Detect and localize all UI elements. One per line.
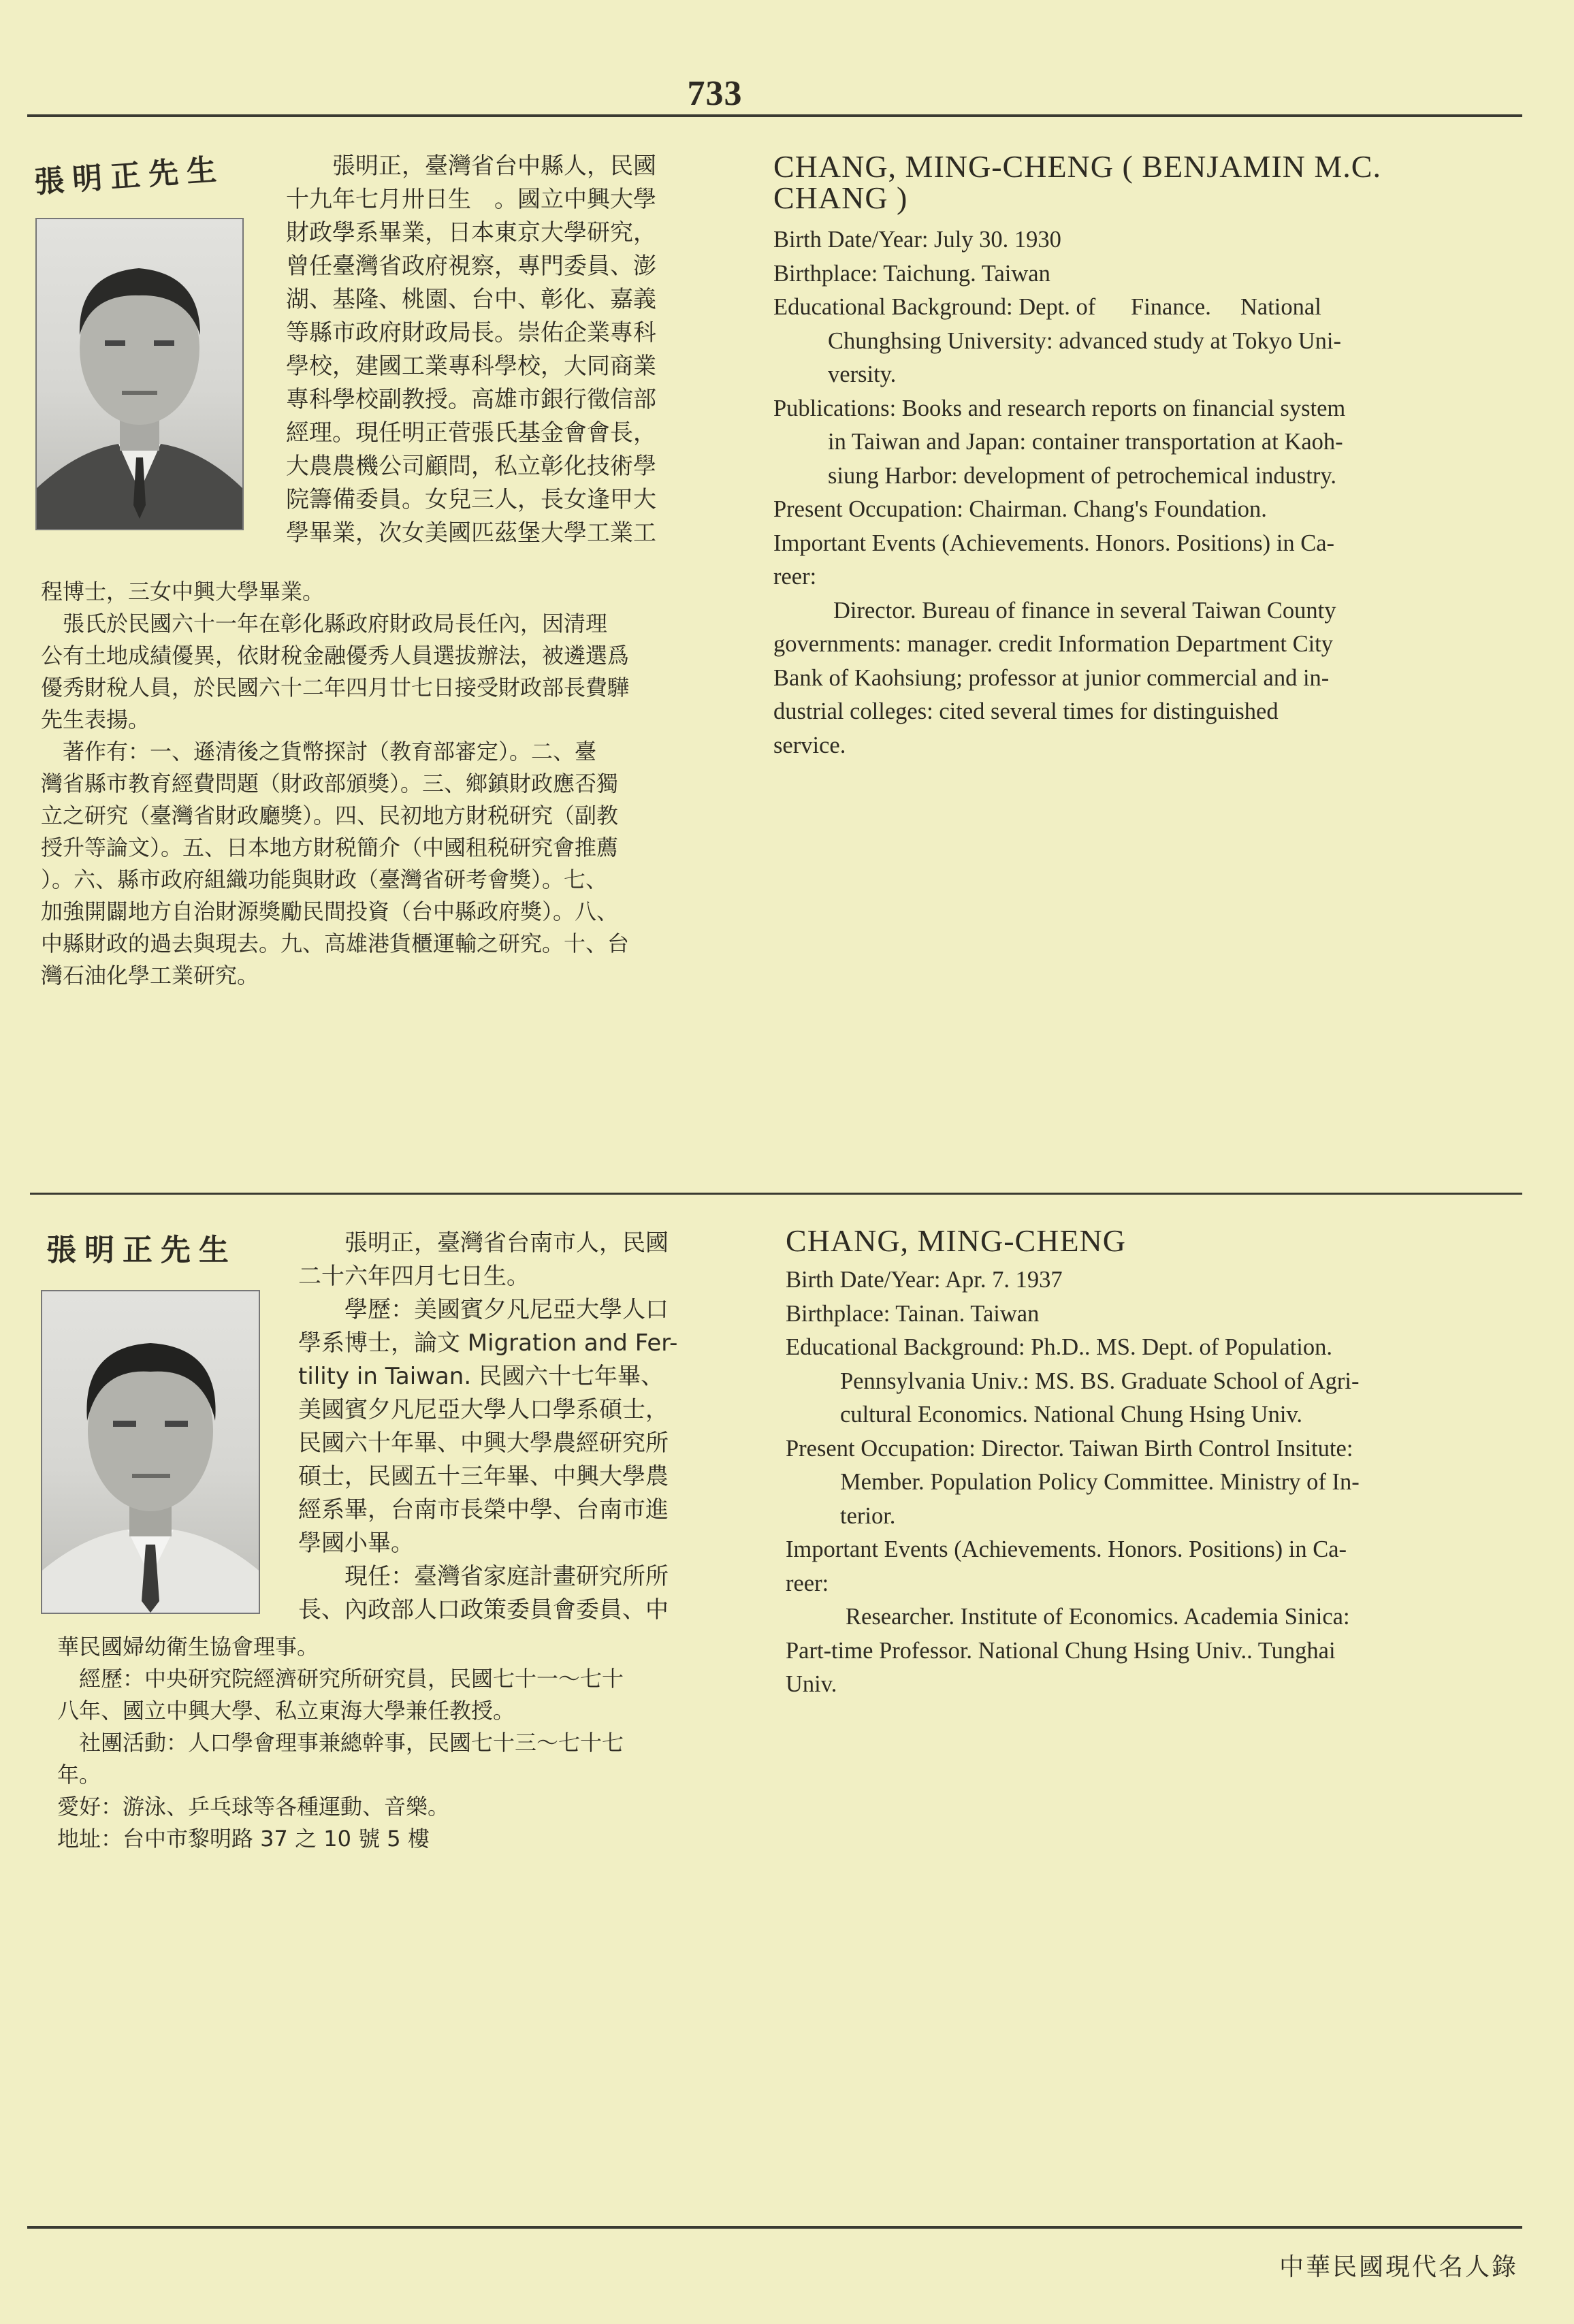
zh-line: 十九年七月卅日生 。國立中興大學 (286, 186, 656, 213)
en-line: Director. Bureau of finance in several Taiwan County (833, 597, 1336, 624)
en-line: Researcher. Institute of Economics. Academia Sinica: (846, 1604, 1350, 1630)
en-line: Important Events (Achievements. Honors. Positions) in Ca- (773, 530, 1335, 556)
zh-line: 等縣市政府財政局長。崇佑企業專科 (286, 319, 656, 346)
zh-line: 碩士，民國五十三年畢、中興大學農 (298, 1463, 669, 1490)
en-line: Present Occupation: Director. Taiwan Birth Control Insitute: (786, 1435, 1353, 1462)
zh-line: 財政學系畢業，日本東京大學研究， (286, 219, 656, 246)
zh-line: 灣石油化學工業研究。 (41, 963, 259, 988)
zh-line: 著作有：一、遜清後之貨幣探討（教育部審定）。二、臺 (41, 739, 597, 764)
entry-1-name-en-1: CHANG, MING-CHENG ( BENJAMIN M.C. (773, 149, 1381, 184)
zh-line: 年。 (57, 1762, 101, 1788)
zh-line: 愛好：游泳、乒乓球等各種運動、音樂。 (57, 1794, 450, 1820)
zh-line: 先生表揚。 (41, 707, 150, 732)
entry-2-zh-wrap (298, 1227, 677, 1627)
zh-line: 地址：台中市黎明路 37 之 10 號 5 樓 (57, 1826, 430, 1852)
entry-1-name-en-2: CHANG ) (773, 180, 908, 215)
en-line: cultural Economics. National Chung Hsing Univ. (840, 1402, 1303, 1427)
en-line: Member. Population Policy Committee. Ministry of In- (840, 1469, 1360, 1495)
en-line: versity. (828, 361, 897, 387)
zh-line: 張氏於民國六十一年在彰化縣政府財政局長任內，因清理 (41, 611, 608, 636)
zh-line: 學國小畢。 (298, 1530, 414, 1557)
zh-line: 學歷：美國賓夕凡尼亞大學人口 (298, 1296, 669, 1323)
entry-2-name-en-1: CHANG, MING-CHENG (786, 1223, 1126, 1258)
zh-line: 院籌備委員。女兒三人，長女逢甲大 (286, 486, 656, 513)
entry-1-portrait (35, 218, 244, 530)
zh-line: 張明正，臺灣省台中縣人，民國 (286, 152, 656, 180)
en-line: Birth Date/Year: Apr. 7. 1937 (786, 1267, 1063, 1293)
en-line: Part-time Professor. National Chung Hsing Univ.. Tunghai (786, 1637, 1336, 1664)
entry-divider (30, 1193, 1522, 1195)
en-line: Publications: Books and research reports on financial system (773, 395, 1346, 421)
zh-line: 民國六十年畢、中興大學農經研究所 (298, 1430, 669, 1457)
en-line: service. (773, 732, 846, 758)
en-line: reer: (773, 564, 817, 590)
en-line: Present Occupation: Chairman. Chang's Foundation. (773, 496, 1267, 522)
zh-line: tility in Taiwan. 民國六十七年畢、 (298, 1363, 664, 1390)
entry-2-english (786, 1225, 1360, 1702)
zh-line: 社團活動：人口學會理事兼總幹事，民國七十三～七十七 (57, 1730, 624, 1756)
zh-line: 立之研究（臺灣省財政廳獎）。四、民初地方財税研究（副教 (41, 803, 619, 828)
en-line: siung Harbor: development of petrochemical industry. (828, 462, 1336, 489)
zh-line: 經歷：中央研究院經濟研究所研究員，民國七十一～七十 (57, 1666, 624, 1692)
en-line: Educational Background: Dept. of Finance. National (773, 294, 1321, 320)
en-line: dustrial colleges: cited several times for distinguished (773, 698, 1279, 724)
entry-2-portrait (41, 1290, 260, 1614)
zh-line: 經理。現任明正菅張氏基金會會長， (286, 419, 656, 447)
page-number: 733 (687, 74, 743, 113)
portrait-1-figure (37, 219, 242, 529)
zh-line: 授升等論文）。五、日本地方財税簡介（中國租税研究會推薦 (41, 835, 619, 860)
entry-1-zh-wrap (286, 150, 656, 550)
en-line: governments: manager. credit Information Department City (773, 631, 1334, 657)
en-line: Chunghsing University: advanced study at Tokyo Uni- (828, 327, 1341, 354)
en-line: terior. (840, 1502, 896, 1529)
zh-line: 經系畢，台南市長榮中學、台南市進 (298, 1496, 669, 1523)
en-line: Birthplace: Taichung. Taiwan (773, 260, 1050, 287)
zh-line: 公有土地成績優異，依財稅金融優秀人員選拔辦法，被遴選爲 (41, 643, 630, 668)
en-line: Pennsylvania Univ.: MS. BS. Graduate School of Agri- (840, 1368, 1360, 1394)
en-line: reer: (786, 1570, 829, 1596)
en-line: Birthplace: Tainan. Taiwan (786, 1300, 1040, 1327)
entry-1-heading: 張明正先生 (33, 152, 226, 200)
bottom-rule (27, 2226, 1522, 2229)
en-line: Educational Background: Ph.D.. MS. Dept. of Population. (786, 1334, 1333, 1360)
footer-title: 中華民國現代名人錄 (1279, 2253, 1518, 2281)
zh-line: 長、內政部人口政策委員會委員、中 (298, 1596, 669, 1624)
zh-line: 專科學校副教授。高雄市銀行徵信部 (286, 386, 656, 413)
zh-line: 灣省縣市教育經費問題（財政部頒獎）。三、鄉鎮財政應否獨 (41, 771, 619, 796)
zh-line: 學畢業，次女美國匹茲堡大學工業工 (286, 519, 656, 547)
entry-1-english (773, 151, 1381, 762)
en-line: in Taiwan and Japan: container transportation at Kaoh- (828, 429, 1343, 455)
en-line: Bank of Kaohsiung; professor at junior commercial and in- (773, 664, 1330, 691)
en-line: Important Events (Achievements. Honors. Positions) in Ca- (786, 1536, 1347, 1562)
zh-line: 張明正，臺灣省台南市人，民國 (298, 1229, 669, 1257)
zh-line: ）。六、縣市政府組織功能與財政（臺灣省研考會獎）。七、 (41, 867, 608, 892)
zh-line: 八年、國立中興大學、私立東海大學兼任教授。 (57, 1698, 515, 1724)
portrait-2-figure (42, 1291, 259, 1613)
entry-1-zh-full (41, 576, 629, 992)
zh-line: 學系博士，論文 Migration and Fer- (298, 1329, 678, 1357)
zh-line: 美國賓夕凡尼亞大學人口學系碩士， (298, 1396, 669, 1423)
top-rule (27, 114, 1522, 117)
zh-line: 華民國婦幼衛生協會理事。 (57, 1634, 319, 1660)
zh-line: 二十六年四月七日生。 (298, 1263, 530, 1290)
zh-line: 程博士，三女中興大學畢業。 (41, 579, 325, 604)
entry-2-zh-full (57, 1631, 624, 1855)
zh-line: 學校，建國工業專科學校，大同商業 (286, 353, 656, 380)
entry-2-heading: 張明正先生 (46, 1233, 237, 1268)
zh-line: 曾任臺灣省政府視察，專門委員、澎 (286, 253, 656, 280)
zh-line: 中縣財政的過去與現去。九、高雄港貨櫃運輸之研究。十、台 (41, 931, 630, 956)
zh-line: 湖、基隆、桃園、台中、彰化、嘉義 (286, 286, 656, 313)
zh-line: 大農農機公司顧問，私立彰化技術學 (286, 453, 656, 480)
en-line: Birth Date/Year: July 30. 1930 (773, 227, 1061, 253)
zh-line: 優秀財稅人員，於民國六十二年四月廿七日接受財政部長費驊 (41, 675, 630, 700)
en-line: Univ. (786, 1671, 837, 1697)
zh-line: 加強開闢地方自治財源獎勵民間投資（台中縣政府獎）。八、 (41, 899, 619, 924)
zh-line: 現任：臺灣省家庭計畫研究所所 (298, 1563, 669, 1590)
